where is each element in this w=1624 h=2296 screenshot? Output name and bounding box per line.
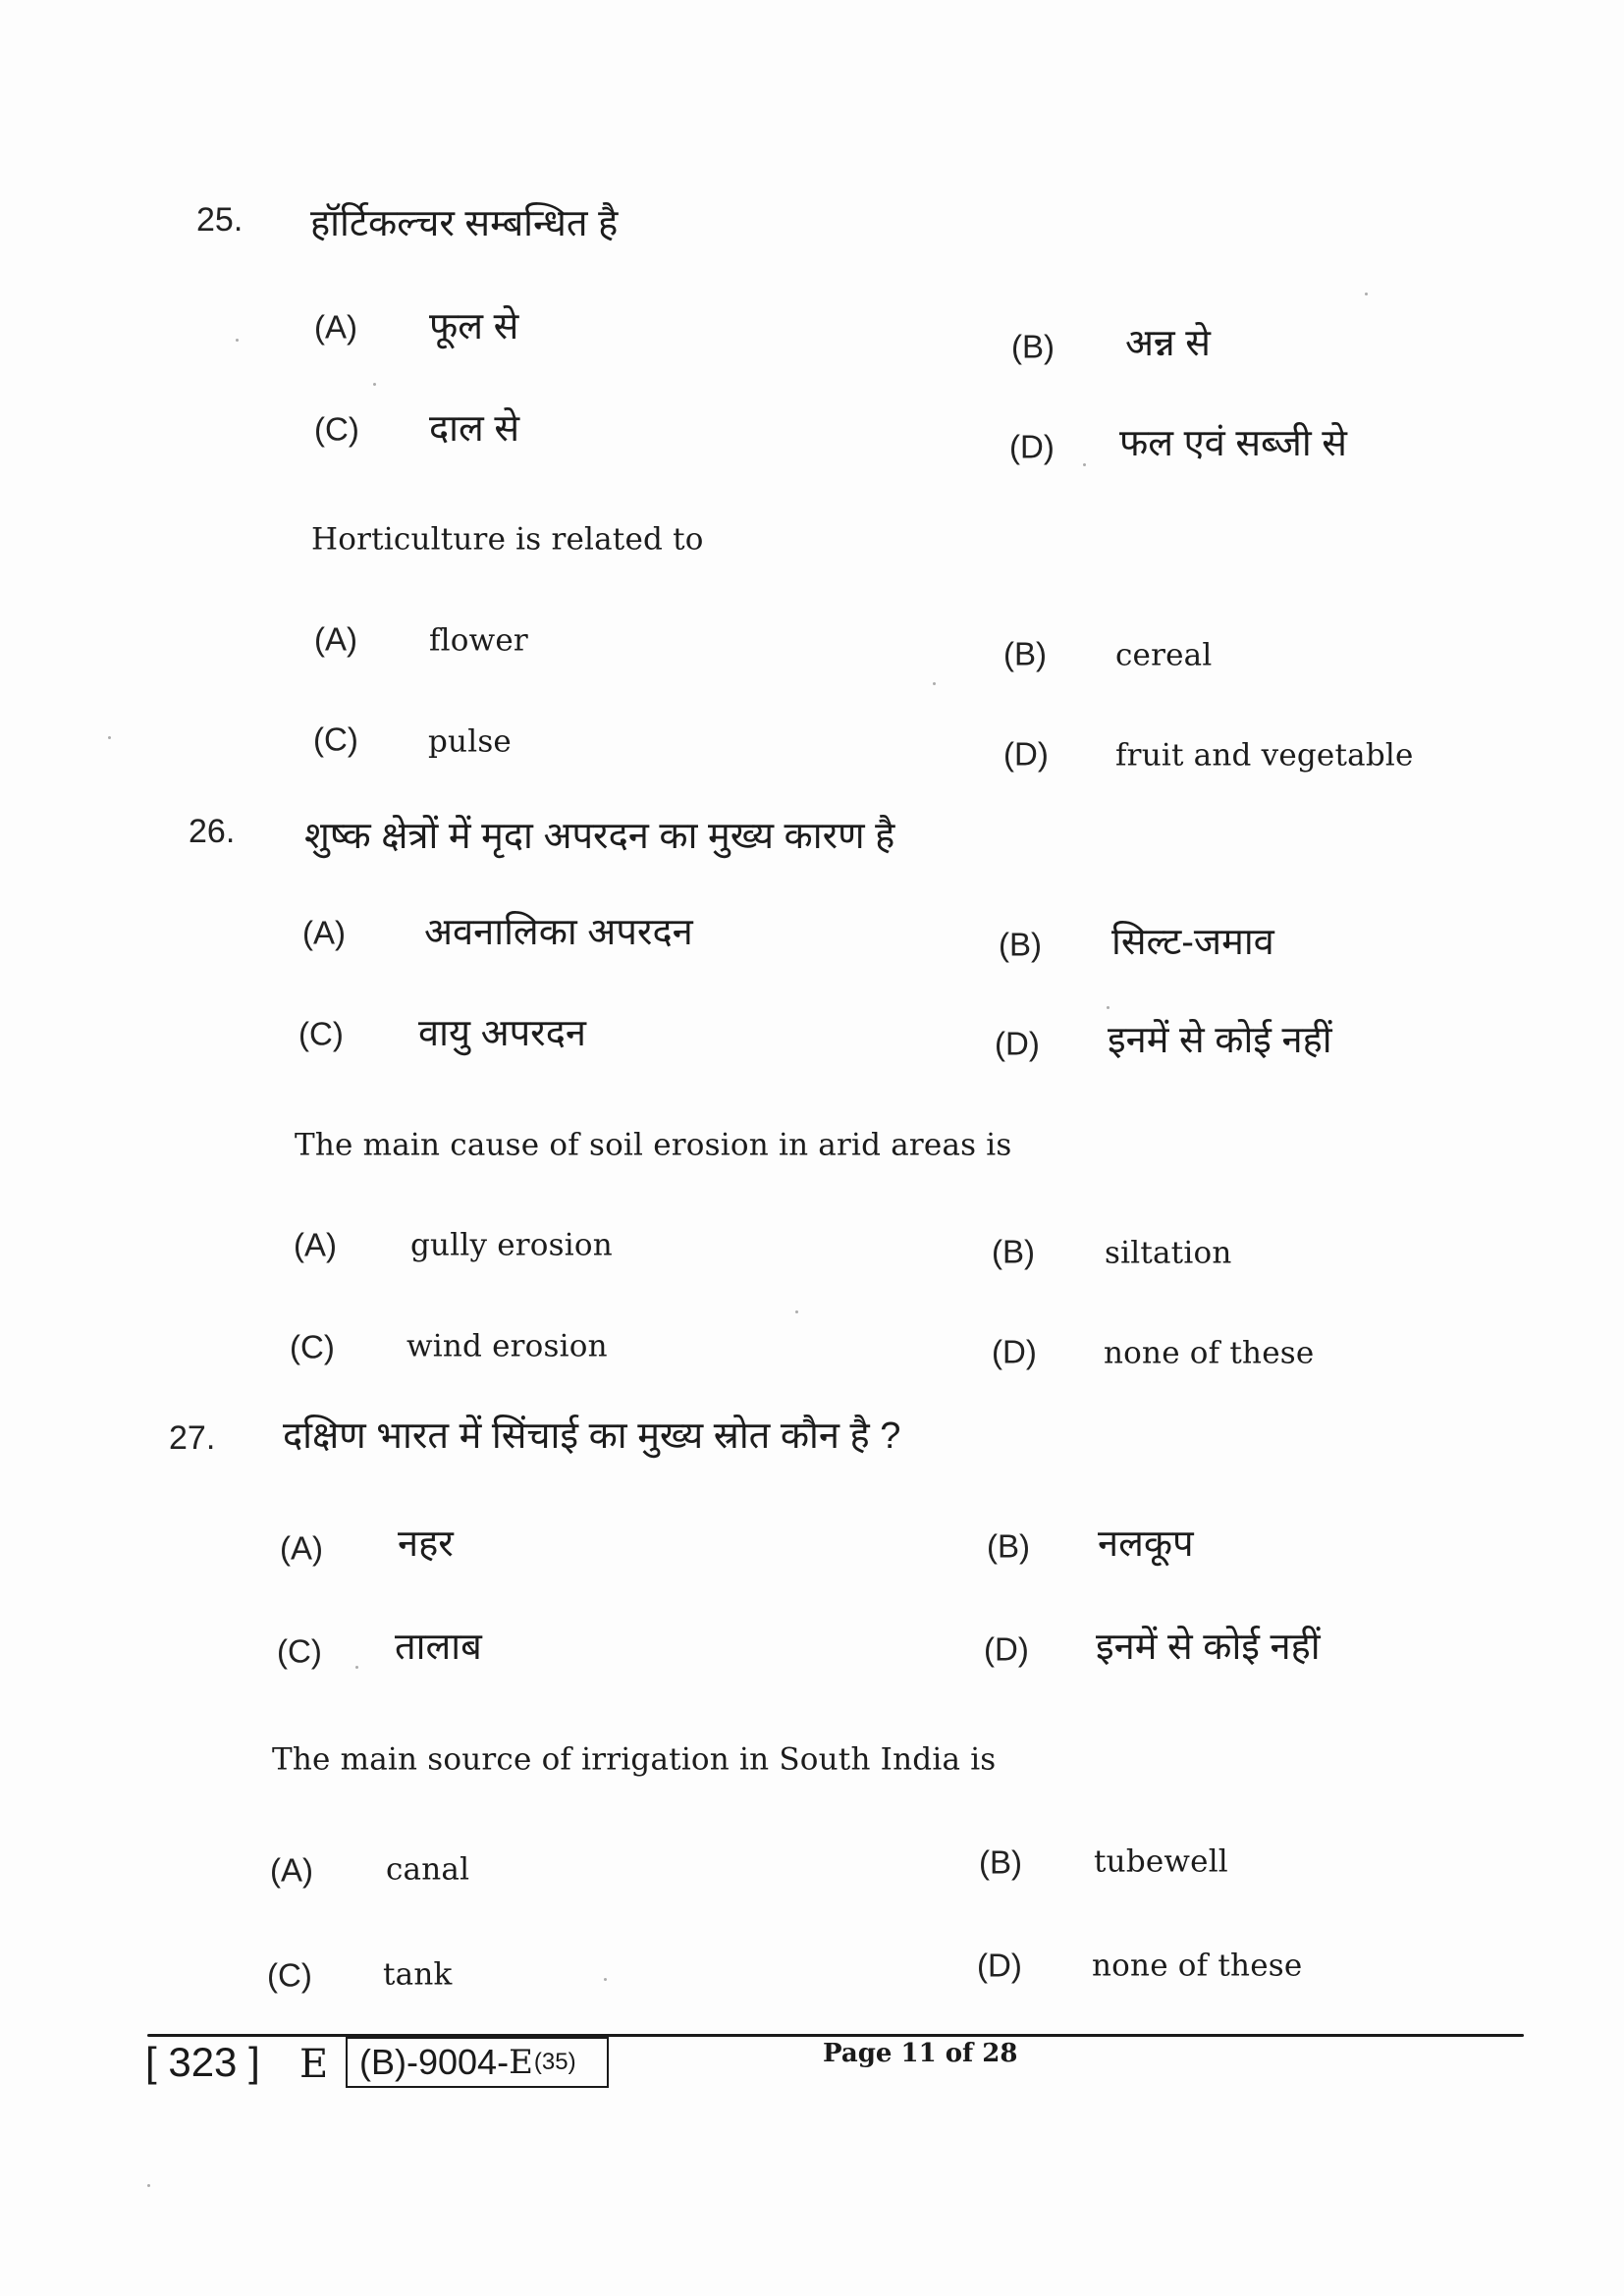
scan-speck: [1365, 293, 1368, 295]
option-label: (A): [314, 620, 357, 658]
option-text-hindi: सिल्ट-जमाव: [1111, 922, 1274, 963]
option-label: (C): [314, 410, 359, 448]
option-label: (B): [999, 926, 1042, 963]
scan-speck: [1107, 1006, 1110, 1009]
option-text-english: flower: [429, 622, 528, 659]
paper-code-suffix: (35): [533, 2049, 576, 2075]
option-label: (C): [290, 1328, 335, 1365]
scan-speck: [1083, 463, 1086, 466]
option-label: (D): [1003, 735, 1049, 773]
scan-speck: [795, 1310, 798, 1313]
question-text-hindi: शुष्क क्षेत्रों में मृदा अपरदन का मुख्य कारण है: [304, 816, 895, 857]
scan-speck: [147, 2184, 150, 2187]
option-label: (D): [992, 1333, 1037, 1370]
question-text-english: The main source of irrigation in South India is: [272, 1741, 997, 1778]
option-text-english: cereal: [1115, 637, 1213, 673]
option-text-hindi: दाल से: [429, 408, 520, 450]
option-text-english: fruit and vegetable: [1115, 737, 1414, 774]
option-text-hindi: फूल से: [429, 306, 519, 347]
question-number: 25.: [196, 201, 244, 239]
option-text-hindi: अवनालिका अपरदन: [424, 912, 693, 953]
option-text-english: tank: [383, 1956, 453, 1993]
scan-speck: [373, 383, 376, 386]
option-label: (B): [1011, 328, 1055, 365]
option-label: (C): [313, 721, 358, 758]
option-text-english: siltation: [1105, 1235, 1232, 1271]
option-label: (A): [280, 1529, 323, 1567]
option-label: (C): [277, 1632, 322, 1670]
option-text-english: none of these: [1092, 1948, 1303, 1984]
option-label: (A): [270, 1851, 313, 1889]
question-text-english: The main cause of soil erosion in arid areas is: [295, 1127, 1012, 1163]
option-text-hindi: अन्न से: [1125, 323, 1211, 364]
option-label: (D): [977, 1947, 1022, 1984]
option-label: (B): [992, 1233, 1035, 1270]
option-label: (B): [979, 1843, 1022, 1881]
option-label: (C): [267, 1956, 312, 1994]
option-label: (D): [995, 1025, 1040, 1062]
footer-code-letter: E: [299, 2042, 329, 2087]
question-number: 27.: [169, 1419, 216, 1457]
option-label: (A): [294, 1226, 337, 1263]
option-text-english: none of these: [1104, 1335, 1315, 1371]
option-text-english: pulse: [428, 723, 512, 760]
option-text-hindi: फल एवं सब्जी से: [1119, 423, 1347, 464]
option-label: (C): [298, 1015, 344, 1052]
option-text-hindi: इनमें से कोई नहीं: [1096, 1627, 1321, 1668]
question-text-hindi: हॉर्टिकल्चर सम्बन्धित है: [310, 203, 619, 244]
question-text-hindi: दक्षिण भारत में सिंचाई का मुख्य स्रोत कौन है ?: [283, 1415, 901, 1457]
option-label: (A): [302, 914, 346, 951]
option-text-hindi: नहर: [398, 1523, 454, 1565]
scan-speck: [108, 736, 111, 739]
option-text-english: canal: [386, 1851, 470, 1888]
scan-speck: [604, 1978, 607, 1981]
paper-code-main: (B)-9004-: [359, 2042, 510, 2082]
paper-code-e: E: [509, 2043, 533, 2082]
option-label: (B): [1003, 635, 1047, 672]
option-text-hindi: इनमें से कोई नहीं: [1108, 1020, 1332, 1061]
question-text-english: Horticulture is related to: [311, 521, 704, 558]
page-indicator: Page 11 of 28: [823, 2039, 1018, 2068]
option-text-english: wind erosion: [406, 1328, 608, 1364]
paper-code-box: [346, 2037, 609, 2088]
option-label: (B): [987, 1527, 1030, 1565]
option-text-hindi: नलकूप: [1098, 1523, 1194, 1565]
question-number: 26.: [189, 813, 236, 850]
option-label: (A): [314, 308, 357, 346]
option-text-english: gully erosion: [410, 1227, 613, 1263]
option-text-hindi: वायु अपरदन: [418, 1013, 586, 1054]
option-label: (D): [984, 1630, 1029, 1668]
scan-speck: [355, 1666, 358, 1669]
option-label: (D): [1009, 428, 1055, 465]
footer-code-number: [ 323 ]: [145, 2039, 260, 2085]
option-text-english: tubewell: [1094, 1843, 1228, 1880]
scan-speck: [236, 339, 239, 342]
scan-speck: [933, 682, 936, 685]
option-text-hindi: तालाब: [395, 1627, 482, 1668]
